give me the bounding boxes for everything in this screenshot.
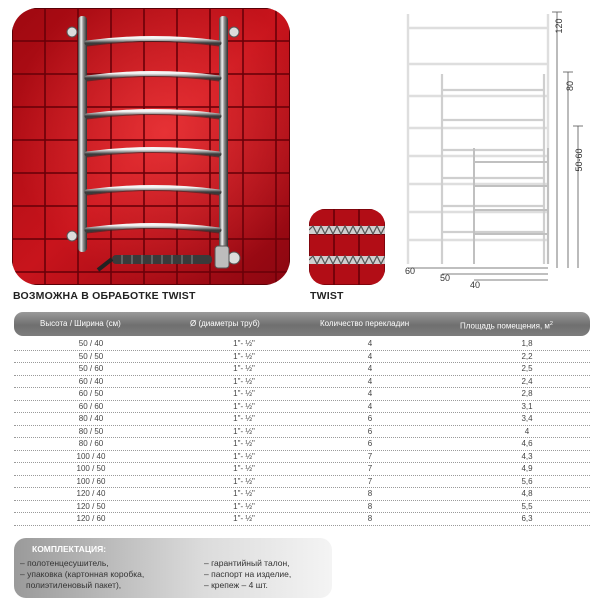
spec-table [14, 338, 590, 526]
table-row: 100 / 40 1"- ½" 7 4,3 [14, 451, 590, 464]
table-row: 80 / 60 1"- ½" 6 4,6 [14, 438, 590, 451]
table-row: 120 / 50 1"- ½" 8 5,5 [14, 501, 590, 514]
table-row: 100 / 50 1"- ½" 7 4,9 [14, 463, 590, 476]
height-label-120: 120 [554, 18, 564, 34]
kit-item: – полотенцесушитель, [20, 558, 109, 568]
header-area: Площадь помещения, $м^2$ [460, 321, 553, 331]
table-row: 80 / 50 1"- ½" 6 4 [14, 426, 590, 439]
height-label-50-60: 50-60 [574, 148, 584, 172]
kit-title: КОМПЛЕКТАЦИЯ: [32, 544, 107, 554]
table-row: 60 / 50 1"- ½" 4 2,8 [14, 388, 590, 401]
table-row: 50 / 40 1"- ½" 4 1,8 [14, 338, 590, 351]
twist-possible-caption: ВОЗМОЖНА В ОБРАБОТКЕ TWIST [13, 290, 196, 302]
header-diameter: Ø (диаметры труб) [190, 319, 260, 328]
kit-item: – гарантийный талон, [204, 558, 290, 568]
table-row: 120 / 40 1"- ½" 8 4,8 [14, 488, 590, 501]
product-photo [12, 8, 290, 285]
table-row: 50 / 50 1"- ½" 4 2,2 [14, 351, 590, 364]
kit-item: – упаковка (картонная коробка, [20, 569, 145, 579]
twist-caption: TWIST [310, 290, 344, 302]
kit-item: полиэтиленовый пакет), [26, 580, 122, 590]
size-diagram [402, 6, 598, 296]
table-row: 50 / 60 1"- ½" 4 2,5 [14, 363, 590, 376]
table-row: 80 / 40 1"- ½" 6 3,4 [14, 413, 590, 426]
kit-item: – крепеж – 4 шт. [204, 580, 268, 590]
header-bars: Количество перекладин [320, 319, 410, 328]
kit-contents-box [14, 538, 332, 598]
header-size: Высота / Ширина (см) [40, 319, 121, 328]
height-label-80: 80 [565, 80, 575, 92]
twist-detail-photo [309, 209, 385, 285]
table-row: 120 / 60 1"- ½" 8 6,3 [14, 513, 590, 526]
spec-table-header [14, 312, 590, 336]
kit-item: – паспорт на изделие, [204, 569, 292, 579]
table-row: 60 / 40 1"- ½" 4 2,4 [14, 376, 590, 389]
width-label-60: 60 [405, 266, 416, 276]
table-row: 100 / 60 1"- ½" 7 5,6 [14, 476, 590, 489]
width-label-50: 50 [440, 273, 451, 283]
width-label-40: 40 [470, 280, 481, 290]
table-row: 60 / 60 1"- ½" 4 3,1 [14, 401, 590, 414]
